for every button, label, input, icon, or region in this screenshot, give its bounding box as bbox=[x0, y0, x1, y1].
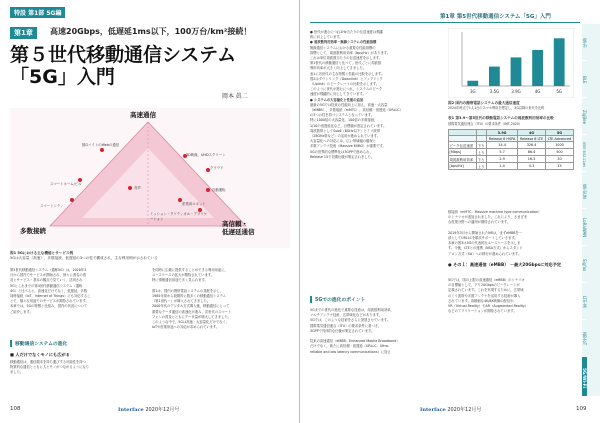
right-body-column-1b bbox=[310, 308, 440, 355]
text-line: （eMBB），多数接続（mMTC），高信頼・低遅延（URLLC） bbox=[310, 108, 403, 113]
diagram-item: 産業用ロボット bbox=[182, 202, 206, 206]
text-line: の3つの柱を持つシステムとなっています。 bbox=[310, 113, 375, 118]
footer-magazine: Interface bbox=[420, 407, 446, 413]
x-tick-label: 3.9G bbox=[511, 89, 521, 94]
figure2-caption-sub: 2020年時点で1人1台のスマホ利用を想定し，3G以降の世代を比較 bbox=[448, 106, 545, 110]
footer bbox=[420, 406, 481, 413]
text-line: 的に向上しています。 bbox=[310, 35, 343, 40]
footer-date: 2020年12月号 bbox=[145, 407, 180, 413]
table-cell: 上り bbox=[477, 150, 485, 155]
body-column-2 bbox=[152, 268, 290, 330]
text-line: 1985年頃から段階的に数多くの移動通信システム bbox=[152, 294, 226, 298]
table-cell: Release 6 HSPA bbox=[486, 136, 517, 142]
x-tick-label: 3G bbox=[469, 89, 476, 94]
text-line: 部としてURLLCを順次サポートしていきます。 bbox=[448, 236, 518, 240]
text-line: ● 周波数利用効率一無線システムの性能指標 bbox=[310, 40, 377, 45]
text-line: 表1に各世代の主な特徴と性能の比較を示します。 bbox=[310, 71, 385, 76]
diagram-item: 自動運転 bbox=[212, 188, 226, 192]
text-line: 周波数帯としてSub6（6GHz以下）とミリ波帯 bbox=[310, 128, 380, 133]
diagram-item: 音声 bbox=[134, 186, 141, 190]
table1-subcaption: 国際電気通信連合（ITU）の要求条件（IMT-2020） bbox=[448, 122, 523, 126]
text-line: 指標として，周波数利用効率（bps/Hz）があります。 bbox=[310, 50, 391, 55]
article-subtitle: 高速20Gbps，低遅延1ms以下，100万台/km²接続！ bbox=[50, 27, 252, 36]
figure1-caption: 図1 5Gにおける主な機能とサービス例 bbox=[10, 251, 74, 255]
table1-caption: 表1 第3.9～第5世代の移動電話システムの周波数利用効率の比較 bbox=[448, 116, 554, 120]
text-line: Release 15で初期仕様が策定されました。 bbox=[310, 154, 375, 159]
diagram-item: 3D映像，UHDスクリーン bbox=[186, 153, 226, 157]
table-row bbox=[449, 163, 574, 170]
section-heading: 5Gでの進化のポイント bbox=[310, 296, 440, 303]
text-line: （Uplink）のピークレートの比較を示します。 bbox=[310, 82, 380, 87]
chart-bar bbox=[532, 50, 543, 86]
text-line: されています。高精細な4K/8K映像の配信や， bbox=[448, 298, 517, 303]
side-tab[interactable]: Sigfox bbox=[582, 246, 587, 283]
side-tab-active[interactable]: 5G/Wi-Fi bbox=[582, 357, 587, 396]
text-line: 国際電気通信連合（ITU）の要求条件に基づき， bbox=[310, 323, 382, 328]
table-cell: 30 bbox=[545, 156, 573, 163]
table-cell: 下り bbox=[477, 157, 485, 162]
text-line: 5Gの世界的な標準化は3GPPで進められ， bbox=[310, 149, 373, 154]
text-line: 無線通信システムにおける重要な性能指標の bbox=[310, 45, 376, 50]
text-line: 本章では，5Gの特徴と仕組み，国内の状況について bbox=[10, 304, 88, 309]
text-line: す。今後，LTEとの連携（NSA方式）からスタンド bbox=[448, 246, 523, 251]
diagram-item: スマートホーム/ビル bbox=[50, 182, 82, 186]
side-tab[interactable]: IEEE 802.11ah bbox=[582, 135, 586, 172]
text-line: 第5世代移動通信システム（通称5G）は，2020年3 bbox=[10, 268, 87, 272]
table-cell: 下り bbox=[477, 143, 485, 148]
label-high-speed: 高速通信 bbox=[130, 111, 156, 119]
table-row bbox=[449, 142, 574, 149]
side-tab[interactable]: NB-IoT bbox=[582, 320, 587, 357]
text-line: 数接続（mMTC：Massive machine type communication） bbox=[448, 210, 542, 214]
text-line: マルチアンテナ技術，広帯域化などがあります。 bbox=[310, 313, 383, 318]
text-line: な産業分野への適用が期待されています。 bbox=[448, 220, 511, 225]
table-cell: 2.9 bbox=[486, 156, 517, 163]
section-heading: 移動通信システムの進化 bbox=[10, 340, 145, 347]
text-line: 特に1000倍の大容量化，100倍の多数接続， bbox=[310, 118, 378, 123]
text-line: 及とサービス・基本の観点で見ていく、活用され bbox=[10, 278, 83, 283]
table-header-cell: 4G bbox=[518, 130, 546, 136]
footer-magazine: Interface bbox=[118, 407, 144, 413]
subsection-heading: ■ 人だけでなくモノにも広がる bbox=[10, 352, 70, 357]
x-tick-label: 3.5G bbox=[489, 89, 500, 94]
table-cell: 周波数利用効率 bbox=[449, 156, 477, 163]
chart-bar bbox=[467, 81, 478, 86]
text-line: 速度が飛躍的に向上してきています。 bbox=[310, 92, 366, 97]
article-title-line2: 「5G」入門 bbox=[10, 66, 115, 88]
text-line: 2019年3月から開始されたNRは，まずeMBBを一 bbox=[448, 230, 523, 235]
article-title-line1: 第５世代移動通信システム bbox=[10, 44, 237, 66]
page-number: 108 bbox=[10, 406, 21, 412]
text-line: 4G）と比べると，高速化だけでなく，低遅延，多数 bbox=[10, 288, 88, 293]
text-line: を同時に広範に提供することができる利用用途に， bbox=[152, 268, 228, 272]
text-line: （第1世代～）が導入されてきました。 bbox=[152, 299, 211, 304]
figure2-chart bbox=[448, 28, 574, 98]
text-line: 最新の5Gでは従来の性能向上に加え，高速・大容量 bbox=[310, 102, 388, 107]
text-line: このように世代が進むにつれ，システムのピーク bbox=[310, 87, 383, 92]
table-cell: 4.3 bbox=[518, 163, 546, 170]
side-index bbox=[582, 24, 600, 396]
text-line: 重要なデータ通信の高速化が進み，次世代のスマート bbox=[152, 309, 232, 314]
label-massive-connect: 多数接続 bbox=[20, 227, 46, 235]
text-line: などのアプリケーションが期待されています。 bbox=[448, 309, 517, 314]
subsection-heading: ● その１：高速通信（eMBB） －最大20Gbpsに対応予定 bbox=[448, 262, 562, 267]
table-cell: 326.4 bbox=[518, 142, 546, 149]
text-line: 5Gまでの世代の進化で重要な技術は，周波数利用効率， bbox=[310, 308, 394, 312]
text-line: 3GPPで具体的な仕様が策定されています。 bbox=[310, 328, 375, 333]
table-cell: 1.4 bbox=[486, 163, 517, 170]
text-line: ● 世代が進むにつれ1Hz当たりの伝送速度は飛躍 bbox=[310, 30, 383, 34]
text-line: 定義されています。これを実現するために，広帯域 bbox=[448, 288, 524, 293]
text-line: とで，様々な用途でのサービスが期待されています。 bbox=[10, 299, 89, 304]
right-page bbox=[300, 0, 600, 423]
table-header-cell: 5G bbox=[545, 130, 573, 136]
table-cell: 5.7 bbox=[486, 149, 517, 156]
text-line: フォンの普及とともにデータ量が増大してきました。 bbox=[152, 314, 231, 319]
text-line: 5Gでは，このような技術をさらに発展させています。 bbox=[310, 318, 391, 323]
text-line: reliable and low latency communications）に加え bbox=[310, 349, 391, 354]
text-line: 月から国内でサービスが開始され，徐々に著名の普 bbox=[10, 273, 87, 278]
label-low-latency bbox=[222, 220, 255, 236]
x-tick-label: 4G bbox=[534, 89, 541, 94]
text-line: 利用効率が大きく向上してきました。 bbox=[310, 66, 367, 71]
text-line: （28GHz帯など）の活用が進められています。 bbox=[310, 134, 381, 139]
text-line: このような中で，5Gは高速・大容量化だけでなく， bbox=[152, 320, 230, 325]
chart-bar bbox=[511, 57, 522, 86]
table-cell: 500 bbox=[545, 149, 573, 156]
text-line: VR（Virtual Reality）やAR（Augmented Reality） bbox=[448, 304, 529, 309]
right-body-column-2 bbox=[448, 210, 578, 257]
text-line: 5Gとこれまでの第4世代移動通信システム（通称 bbox=[10, 283, 83, 288]
text-line: IoTや産業用途への対応が求められています。 bbox=[152, 325, 220, 330]
text-line: ● システムの大容量化と性能の追加 bbox=[310, 97, 364, 102]
table-cell: ピーク伝送速度 bbox=[449, 142, 477, 149]
diagram-item: 数GバイトのWebの通信 bbox=[82, 143, 120, 147]
text-line: アロン方式（SA）への移行が進められています。 bbox=[448, 251, 522, 256]
table-cell: [Mbps] bbox=[449, 149, 477, 156]
table-cell: 16.3 bbox=[518, 156, 546, 163]
table-cell: 上り bbox=[477, 164, 485, 169]
header-rule bbox=[310, 22, 580, 23]
feature-badge: 特設 第1部 5G編 bbox=[10, 7, 65, 18]
label-low-latency-l1: 高信頼・ bbox=[222, 220, 248, 228]
label-low-latency-l2: 低遅延通信 bbox=[222, 228, 255, 236]
text-line: 大容量化への対応には，広い帯域幅の確保と bbox=[310, 139, 376, 144]
diagram-item: クラウド bbox=[210, 166, 224, 170]
running-head: 第1章 第5世代移動通信システム「5G」入門 bbox=[440, 14, 551, 20]
side-tab[interactable]: BLE bbox=[582, 61, 587, 98]
table-cell: 14.4 bbox=[486, 142, 517, 149]
table-cell: 15 bbox=[545, 163, 573, 170]
body-column-1 bbox=[10, 268, 145, 315]
side-tab[interactable]: LoRaWAN bbox=[582, 209, 587, 246]
x-tick-label: 5G bbox=[556, 89, 563, 94]
text-line: 第1世代の移動通信と比べて，世代ごとに周波数 bbox=[310, 61, 382, 66]
text-line: ユースケースの拡大が期待されています。 bbox=[152, 273, 215, 278]
side-tab[interactable]: Wi-Fi bbox=[582, 24, 587, 61]
table-row bbox=[449, 149, 574, 156]
item-dot bbox=[128, 186, 132, 190]
footer-date: 2020年12月号 bbox=[447, 407, 482, 413]
text-line: 図2はダウンリンク（Downlink）とアップリンク bbox=[310, 76, 383, 81]
text-line: の目標値として，下り20Gbpsのピークレートが bbox=[448, 283, 520, 288]
body-column-1b bbox=[10, 360, 145, 376]
table-header-cell: 3.9G bbox=[486, 130, 517, 136]
table-cell: 86.4 bbox=[518, 149, 546, 156]
chart-bar bbox=[554, 38, 565, 86]
item-dot bbox=[100, 148, 104, 152]
chart-bar bbox=[489, 67, 500, 86]
text-line: だけでなく，新たに高信頼・低遅延（URLLC：Ultra- bbox=[310, 344, 390, 349]
text-line: 特に情報通信用途で多く見られます。 bbox=[152, 278, 208, 283]
text-line: のシナリオが追加されました。これにより，さまざま bbox=[448, 215, 528, 220]
text-line: 5Gでは，国の上限の高速通信（eMBB）のシナリオ bbox=[448, 278, 525, 282]
item-dot bbox=[70, 198, 74, 202]
text-line: これは単位周波数当たりの伝送速度を示します。 bbox=[310, 56, 383, 61]
text-line: のミリ波帯や多数アンテナを活用する技術が導入 bbox=[448, 293, 521, 298]
text-line: 多数アンテナ技術（Massive MIMO）が重要です。 bbox=[310, 144, 386, 149]
table-cell: [bps/Hz] bbox=[449, 163, 477, 170]
table-cell: LTE-Advanced bbox=[545, 136, 573, 142]
table-row bbox=[449, 156, 574, 163]
side-tab[interactable]: Wi-SUN bbox=[582, 172, 587, 209]
table-cell: 1000 bbox=[545, 142, 573, 149]
side-tab[interactable]: ZigBee bbox=[582, 98, 587, 135]
text-line: 物質的な通信とともに人とモノがつながるようになり bbox=[10, 365, 90, 370]
text-line: ご紹介します。 bbox=[10, 309, 33, 314]
chapter-tag: 第1章 bbox=[10, 27, 37, 39]
table-cell: Release 8 LTE bbox=[518, 136, 546, 142]
text-line: 2000年代のデジタル方式導入後，移動通信にとって bbox=[152, 304, 230, 309]
diagram-item: ミッション・クリティカル・アプリケーション bbox=[150, 212, 207, 221]
text-line: ました。 bbox=[10, 370, 24, 375]
right-body-column-1 bbox=[310, 30, 440, 160]
text-line: 図1は，国内の携帯電話システムの発展を示し， bbox=[152, 288, 224, 293]
side-tab[interactable]: LTE-M bbox=[582, 283, 587, 320]
spec-table bbox=[448, 129, 574, 170]
item-dot bbox=[206, 188, 210, 192]
text-line: 同時接続（IoT，Internet of Things）にも対応するこ bbox=[10, 294, 91, 299]
diagram-item: スマートシティ bbox=[40, 204, 64, 208]
text-line: 本章の図3は5Gの代表的なユースケースを示しま bbox=[448, 241, 521, 246]
text-line: 1/10の低遅延化など，目標値が設定されています。 bbox=[310, 123, 387, 128]
footer bbox=[118, 406, 179, 413]
text-line: 従来の高速通信（eMBB：Enhanced Mobile Broadband） bbox=[310, 339, 400, 344]
figure2-caption: 図2 国内の携帯電話システムの最大通信速度 bbox=[448, 101, 520, 105]
right-body-column-2b bbox=[448, 278, 578, 314]
author: 岡本 眞二 bbox=[222, 93, 248, 100]
figure1-caption-sub: 5Gは大容量（高速）、多数接続、低遅延の3つの柱で構成され、主な利用例が示されている bbox=[10, 256, 158, 260]
page-number: 109 bbox=[576, 406, 587, 412]
text-line: 移動通信は，通信端末を持ち運びする可能性を持つ bbox=[10, 360, 86, 364]
